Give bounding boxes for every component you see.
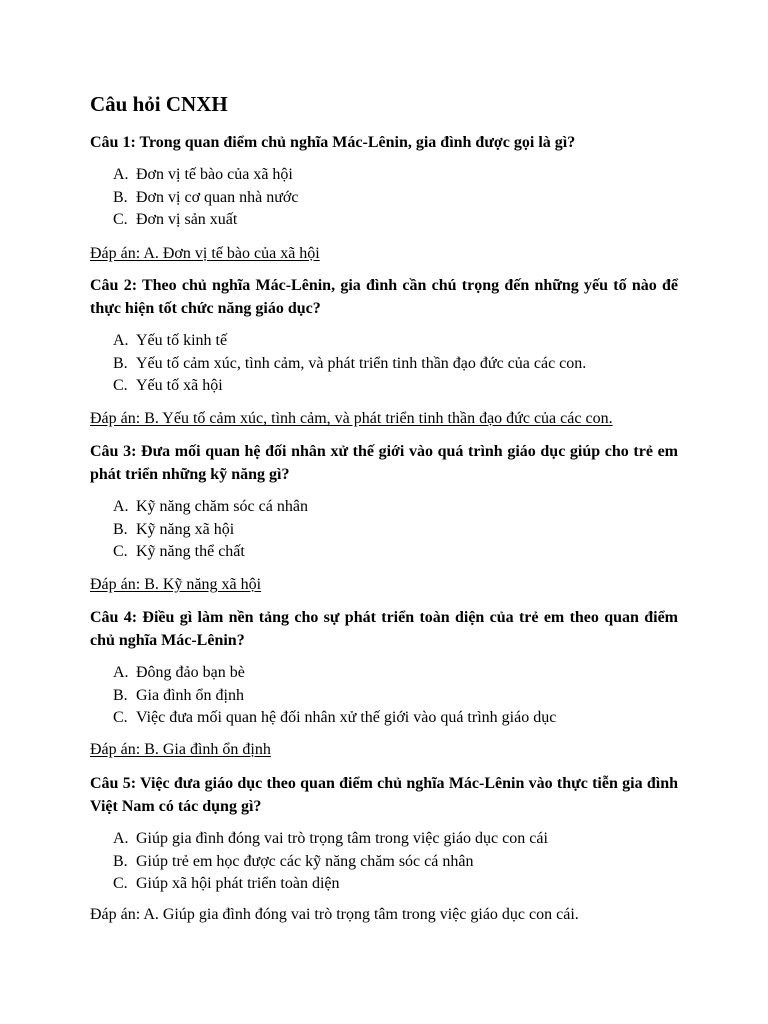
option-item xyxy=(90,541,678,564)
option-letter: B. xyxy=(113,188,128,206)
question-text: Câu 5: Việc đưa giáo dục theo quan điểm chủ nghĩa Mác-Lênin vào thực tiễn gia đình Việt Nam có tác dụng gì? xyxy=(90,775,678,815)
answer-line-5 xyxy=(90,904,579,926)
option-letter: B. xyxy=(113,354,128,372)
question-block-4 xyxy=(90,606,678,730)
option-list xyxy=(90,330,678,398)
option-text: Yếu tố cảm xúc, tình cảm, và phát triển tinh thần đạo đức của các con. xyxy=(136,354,587,372)
option-text: Kỹ năng xã hội xyxy=(136,520,235,538)
answer-line-2 xyxy=(90,408,613,430)
option-text: Việc đưa mối quan hệ đối nhân xử thế giới vào quá trình giáo dục xyxy=(136,709,557,726)
answer-line-4 xyxy=(90,739,271,761)
answer-text: Đáp án: B. Yếu tố cảm xúc, tình cảm, và phát triển tinh thần đạo đức của các con. xyxy=(90,410,613,427)
question-block-2 xyxy=(90,274,678,398)
question-block-1 xyxy=(90,131,678,232)
option-text: Đơn vị sản xuất xyxy=(136,211,238,228)
option-text: Kỹ năng chăm sóc cá nhân xyxy=(136,498,308,515)
option-item xyxy=(90,707,678,730)
question-text: Câu 3: Đưa mối quan hệ đối nhân xử thế giới vào quá trình giáo dục giúp cho trẻ em phát triển những kỹ năng gì? xyxy=(90,443,678,483)
option-letter: C. xyxy=(113,709,128,726)
option-letter: A. xyxy=(113,166,129,183)
option-item xyxy=(90,375,678,398)
question-block-5 xyxy=(90,772,678,896)
option-letter: B. xyxy=(113,686,128,704)
option-item xyxy=(90,330,678,353)
option-letter: B. xyxy=(113,852,128,870)
option-item xyxy=(90,828,678,851)
option-item xyxy=(90,662,678,685)
option-item xyxy=(90,851,678,874)
option-item xyxy=(90,187,678,210)
option-item xyxy=(90,496,678,519)
answer-text: Đáp án: B. Kỹ năng xã hội xyxy=(90,576,262,593)
option-letter: C. xyxy=(113,543,128,560)
question-text: Câu 1: Trong quan điểm chủ nghĩa Mác-Lênin, gia đình được gọi là gì? xyxy=(90,134,576,151)
option-item xyxy=(90,164,678,187)
option-text: Đơn vị tế bào của xã hội xyxy=(136,166,293,183)
option-item xyxy=(90,685,678,708)
option-list xyxy=(90,828,678,896)
option-text: Giúp trẻ em học được các kỹ năng chăm sóc cá nhân xyxy=(136,852,474,870)
option-item xyxy=(90,209,678,232)
option-text: Giúp gia đình đóng vai trò trọng tâm trong việc giáo dục con cái xyxy=(136,830,548,847)
option-letter: C. xyxy=(113,377,128,394)
option-letter: A. xyxy=(113,498,129,515)
option-text: Giúp xã hội phát triển toàn diện xyxy=(136,875,340,892)
question-block-3 xyxy=(90,440,678,564)
option-item xyxy=(90,873,678,896)
option-text: Kỹ năng thể chất xyxy=(136,543,245,560)
option-text: Đông đảo bạn bè xyxy=(136,664,245,681)
option-list xyxy=(90,662,678,730)
answer-text: Đáp án: A. Giúp gia đình đóng vai trò trọng tâm trong việc giáo dục con cái. xyxy=(90,906,579,923)
option-letter: C. xyxy=(113,875,128,892)
option-text: Đơn vị cơ quan nhà nước xyxy=(136,188,299,206)
document-title: Câu hỏi CNXH xyxy=(90,92,228,116)
question-text: Câu 4: Điều gì làm nền tảng cho sự phát triển toàn diện của trẻ em theo quan điểm chủ nghĩa Mác-Lênin? xyxy=(90,609,678,649)
option-list xyxy=(90,164,678,232)
option-text: Gia đình ổn định xyxy=(136,686,244,704)
option-item xyxy=(90,519,678,542)
option-item xyxy=(90,353,678,376)
option-text: Yếu tố kinh tế xyxy=(136,332,228,349)
option-letter: B. xyxy=(113,520,128,538)
option-letter: A. xyxy=(113,664,129,681)
answer-line-3 xyxy=(90,574,261,596)
question-text: Câu 2: Theo chủ nghĩa Mác-Lênin, gia đình cần chú trọng đến những yếu tố nào để thực hiện tốt chức năng giáo dục? xyxy=(90,277,678,317)
answer-line-1 xyxy=(90,243,320,265)
option-letter: A. xyxy=(113,332,129,349)
option-list xyxy=(90,496,678,564)
option-letter: C. xyxy=(113,211,128,228)
answer-text: Đáp án: B. Gia đình ổn định xyxy=(90,741,271,758)
option-letter: A. xyxy=(113,830,129,847)
answer-text: Đáp án: A. Đơn vị tế bào của xã hội xyxy=(90,245,320,262)
option-text: Yếu tố xã hội xyxy=(136,377,223,394)
